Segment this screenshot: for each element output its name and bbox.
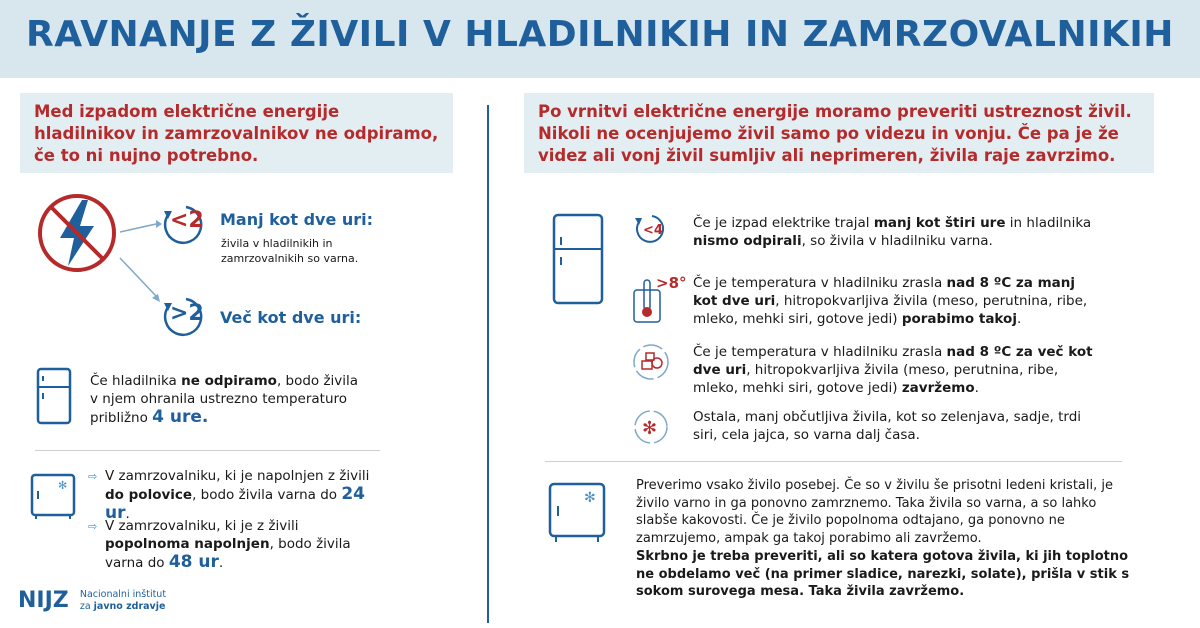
page-title: RAVNANJE Z ŽIVILI V HLADILNIKIH IN ZAMRZOVALNIKIH — [26, 14, 1174, 55]
column-divider — [487, 105, 489, 623]
separator-line — [545, 461, 1122, 462]
freezer-check-text: Preverimo vsako živilo posebej. Če so v živilu še prisotni ledeni kristali, je živilo varno in ga ponovno zamrznemo. Taka živila so varna, a so lahko slabše kakovosti. Če je živilo popolnoma odtajano, ga ponovno ne zamrzujemo, ampak ga takoj porabimo ali zavržemo. — [636, 478, 1113, 546]
svg-text:✻: ✻ — [584, 490, 596, 506]
svg-text:✻: ✻ — [642, 418, 658, 439]
above-eight-long-text: Če je temperatura v hladilniku zrasla nad 8 ºC za več kot dve uri, hitropokvarljiva živila (meso, perutnina, ribe, mleko, mehki siri, gotove jedi) zavržemo. — [693, 344, 1093, 396]
less-four-badge: <4 — [643, 223, 663, 238]
more-two-heading: Več kot dve uri: — [220, 308, 362, 327]
logo-line2: javno zdravje — [93, 600, 166, 612]
freezer-half-text: V zamrzovalniku, ki je napolnjen z živili do polovice, bodo živila varna do 24 ur. — [105, 468, 370, 523]
freezer-full-text: V zamrzovalniku, ki je z živili popolnoma napolnjen, bodo živila varna do 48 ur. — [105, 518, 351, 572]
more-two-badge: >2 — [170, 301, 204, 326]
separator-line — [35, 450, 380, 451]
freezer-icon — [30, 473, 76, 521]
branch-arrows — [118, 218, 162, 308]
logo-line1: Nacionalni inštitut — [79, 588, 167, 600]
freezer-icon — [548, 482, 606, 544]
less-two-heading: Manj kot dve uri: — [220, 210, 374, 229]
above-eight-short-text: Če je temperatura v hladilniku zrasla nad 8 ºC za manj kot dve uri, hitropokvarljiva živila (meso, perutnina, ribe, mleko, mehki siri, gotove jedi) porabimo takoj. — [693, 275, 1088, 327]
logo-mark: NIJZ — [18, 588, 69, 613]
bullet-arrow-icon: ⇨ — [88, 520, 98, 533]
nijz-logo: NIJZ Nacionalni inštitut za javno zdravje — [18, 588, 167, 613]
freezer-warning-text: Skrbno je treba preveriti, ali so katera gotova živila, ki jih toplotno ne obdelamo več (na primer sladice, narezki, solate), prišla v stik s sokom surovega mesa. Taka živila zavržemo. — [636, 549, 1130, 599]
spoiled-food-icon — [632, 343, 670, 381]
less-two-badge: <2 — [170, 208, 204, 233]
bullet-arrow-icon: ⇨ — [88, 470, 98, 483]
above-eight-badge: >8° — [656, 274, 687, 292]
fridge-icon — [552, 213, 604, 307]
less-two-text: živila v hladilnikih in zamrzovalnikih so varna. — [221, 237, 359, 265]
left-warning-box: Med izpadom električne energije hladilnikov in zamrzovalnikov ne odpiramo, če to ni nujno potrebno. — [20, 93, 453, 173]
other-food-text: Ostala, manj občutljiva živila, kot so zelenjava, sadje, trdi siri, cela jajca, so varna dalj časa. — [693, 409, 1082, 443]
svg-text:✻: ✻ — [58, 479, 68, 492]
snowflake-cycle-icon — [632, 408, 670, 446]
less-four-text: Če je izpad elektrike trajal manj kot štiri ure in hladilnika nismo odpirali, so živila v hladilniku varna. — [693, 215, 1092, 249]
no-electricity-icon — [36, 192, 118, 274]
right-warning-box: Po vrnitvi električne energije moramo preveriti ustreznost živil. Nikoli ne ocenjujemo živil samo po videzu in vonju. Če pa je že videz ali vonj živil sumljiv ali neprimeren, živila raje zavrzimo. — [524, 93, 1154, 173]
fridge-closed-text: Če hladilnika ne odpiramo, bodo živila v njem ohranila ustrezno temperaturo približno 4 ure. — [90, 373, 359, 427]
fridge-icon — [36, 367, 72, 427]
